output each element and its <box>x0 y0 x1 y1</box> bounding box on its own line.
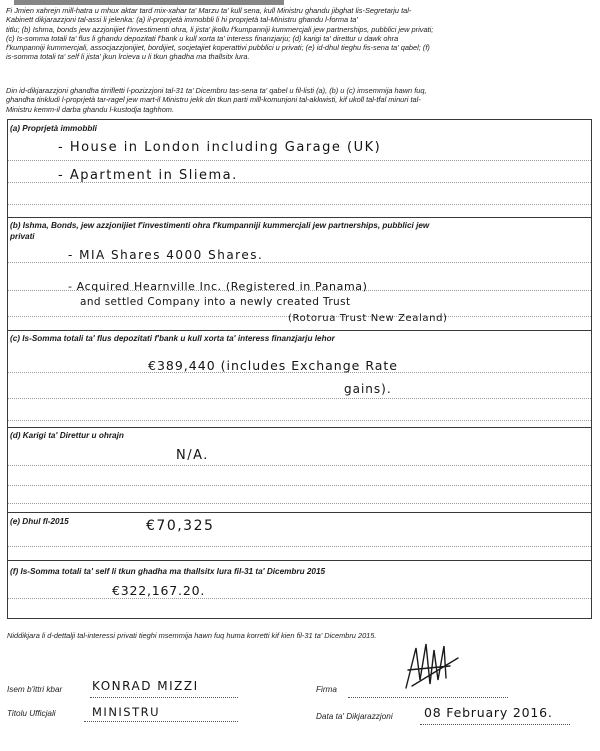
signature-scribble <box>398 640 468 695</box>
name-line <box>90 697 238 698</box>
ruled-line <box>8 204 591 205</box>
section-b-label: (b) Ishma, Bonds, jew azzjonijiet f'investimenti ohra f'kumpanniji kummercjali jew partnerships, pubblici jew <box>10 221 430 230</box>
ruled-line <box>8 598 591 599</box>
title-line <box>84 721 238 722</box>
section-e-label: (e) Dhul fl-2015 <box>10 517 69 526</box>
ruled-line <box>8 160 591 161</box>
name-label: Isem b'ittri kbar <box>7 685 63 694</box>
handwritten-trust-name: (Rotorua Trust New Zealand) <box>288 313 448 324</box>
signature-line <box>348 697 508 698</box>
section-d-label: (d) Karigi ta' Direttur u ohrajn <box>10 431 124 440</box>
title-label: Titolu Ufficjali <box>7 709 56 718</box>
section-b-label-cont: privati <box>10 232 35 241</box>
handwritten-property-2: - Apartment in Sliema. <box>58 168 238 183</box>
intro-line: Kabinett dikjarazzjoni tal-assi li jelenka: (a) il-proprjetà immobbli li hi proprjetà tal-Ministru ghandu l-forma ta' <box>6 15 358 25</box>
date-label: Data ta' Dikjarazzjoni <box>316 712 393 721</box>
handwritten-acquisition: - Acquired Hearnville Inc. (Registered in Panama) <box>68 280 368 293</box>
handwritten-deposits-cont: gains). <box>344 382 392 396</box>
declaration-form <box>7 119 592 619</box>
section-separator <box>8 330 591 331</box>
handwritten-title: MINISTRU <box>92 705 161 719</box>
ruled-line <box>8 546 591 547</box>
declaration-statement: Niddikjara li d-dettalji tal-interessi privati tieghi msemmija hawn fuq huma korretti kif kien fil-31 ta' Dicembru 2015. <box>7 631 377 640</box>
handwritten-name: KONRAD MIZZI <box>92 679 199 693</box>
intro-line: (c) Is-somma totali ta' flus li ghandu depozitati f'bank u kull xorta ta' interess finanzjarju; (d) karigi ta' direttur u dawk ohra <box>6 33 399 43</box>
ruled-line <box>8 262 591 263</box>
handwritten-trust: and settled Company into a newly created Trust <box>80 296 351 308</box>
intro-paragraph-2 <box>6 86 594 114</box>
ruled-line <box>8 465 591 466</box>
intro-line: f'kumpanniji kummercjali, assocjazzjonijiet, bordijiet, socjetajiet koperattivi pubblici u privati; (e) id-dhul tieghu fis-sena ta' qabel; (f) <box>6 43 430 53</box>
section-a-label: (a) Proprjetà immobbli <box>10 124 97 133</box>
intro-line: is-somma totali ta' self li jista' jkun lrcieva u li tkun ghadha ma thallsitx lura. <box>6 52 250 62</box>
handwritten-loans: €322,167.20. <box>112 583 206 598</box>
handwritten-date: 08 February 2016. <box>424 705 553 720</box>
section-f-label: (f) Is-Somma totali ta' self li tkun ghadha ma thallsitx lura fil-31 ta' Dicembru 2015 <box>10 567 326 576</box>
handwritten-directorships: N/A. <box>176 448 209 463</box>
section-separator <box>8 217 591 218</box>
ruled-line <box>8 503 591 504</box>
intro-line: ghandha tinkludi l-proprjetà tar-ragel jew mart-il Ministru jekk din tkun parti mill-komunjoni tal-akkwisti, kif ukoll tal-tfal minuri tal- <box>6 95 421 105</box>
signature-label: Firma <box>316 685 337 694</box>
ruled-line <box>8 398 591 399</box>
handwritten-shares: - MIA Shares 4000 Shares. <box>68 248 264 262</box>
date-line <box>420 724 570 725</box>
ruled-line <box>8 485 591 486</box>
section-separator <box>8 512 591 513</box>
handwritten-property-1: - House in London including Garage (UK) <box>58 140 382 155</box>
header-strip <box>14 0 284 5</box>
intro-line: titlu; (b) Ishma, bonds jew azzjonijiet f'investimenti ohra, li jista' jkollu f'kumpanniji kummercjali jew partnerships, pubblici jew privati; <box>6 24 434 34</box>
intro-line: Din id-dikjarazzjoni ghandha tirrifletti l-pozizzjoni tal-31 ta' Dicembru tas-sena ta' qabel u fil-listi (a), (b) u (c) imsemmija hawn fuq, <box>6 86 427 95</box>
section-c-label: (c) Is-Somma totali ta' flus depozitati f'bank u kull xorta ta' interess finanzjarju lehor <box>10 334 335 343</box>
handwritten-deposits: €389,440 (includes Exchange Rate <box>148 358 398 373</box>
intro-paragraph <box>6 6 594 62</box>
section-separator <box>8 560 591 561</box>
ruled-line <box>8 420 591 421</box>
intro-line: Ministru kemm-il darba ghandu l-kustodja taghhom. <box>6 104 175 114</box>
handwritten-income: €70,325 <box>146 518 215 534</box>
intro-line: Fi Jmien xahrejn mill-hatra u mhux aktar tard mix-xahar ta' Marzu ta' kull sena, kull Ministru ghandu jibghat lis-Segretarju tal- <box>6 6 412 15</box>
section-separator <box>8 427 591 428</box>
